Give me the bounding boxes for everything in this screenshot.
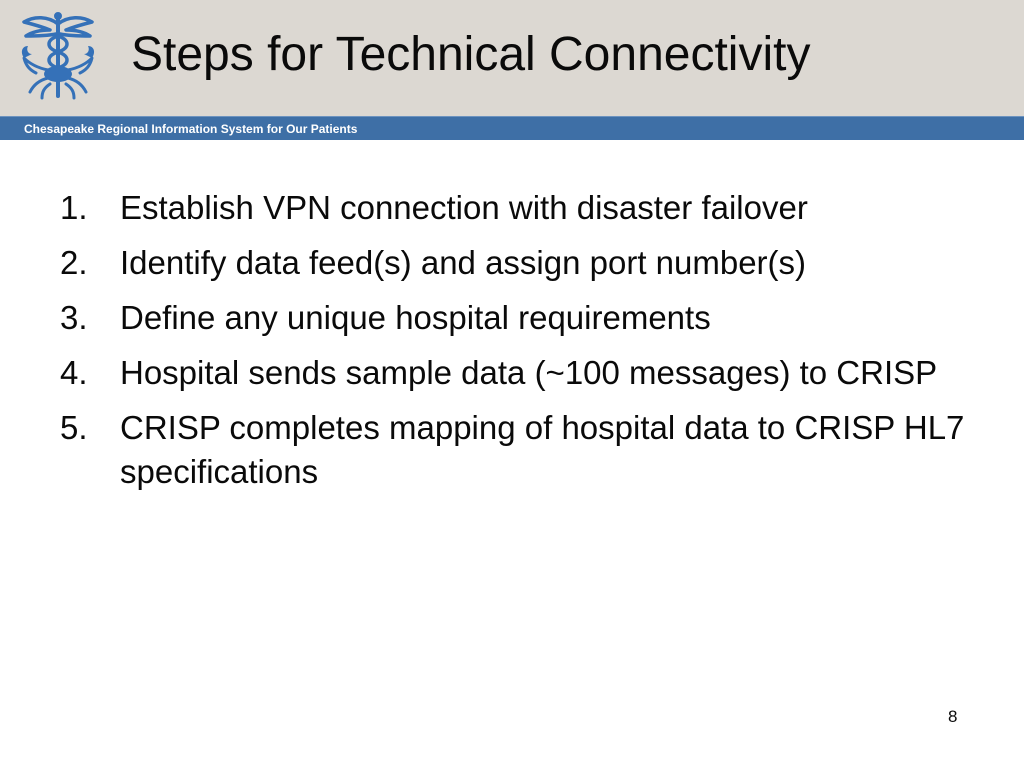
- step-text: Define any unique hospital requirements: [120, 299, 711, 336]
- step-text: Identify data feed(s) and assign port number(s): [120, 244, 807, 281]
- step-text: Establish VPN connection with disaster failover: [120, 189, 808, 226]
- step-item: [60, 296, 980, 340]
- organization-banner: [0, 116, 1024, 140]
- organization-banner-text: Chesapeake Regional Information System for Our Patients: [24, 122, 358, 136]
- steps-list: [60, 186, 980, 505]
- slide-header: [0, 0, 1024, 116]
- step-item: [60, 186, 980, 230]
- slide-title: Steps for Technical Connectivity: [131, 28, 811, 81]
- step-number: 4.: [60, 354, 88, 391]
- step-text: Hospital sends sample data (~100 messages) to CRISP: [120, 354, 938, 391]
- step-number: 3.: [60, 299, 88, 336]
- step-number: 2.: [60, 244, 88, 281]
- page-number: 8: [948, 707, 958, 726]
- step-number: 1.: [60, 189, 88, 226]
- step-number: 5.: [60, 409, 88, 446]
- step-item: [60, 241, 980, 285]
- step-item: [60, 406, 980, 494]
- caduceus-crab-logo-icon: [18, 10, 98, 102]
- step-text: CRISP completes mapping of hospital data to CRISP HL7 specifications: [120, 409, 965, 490]
- step-item: [60, 351, 980, 395]
